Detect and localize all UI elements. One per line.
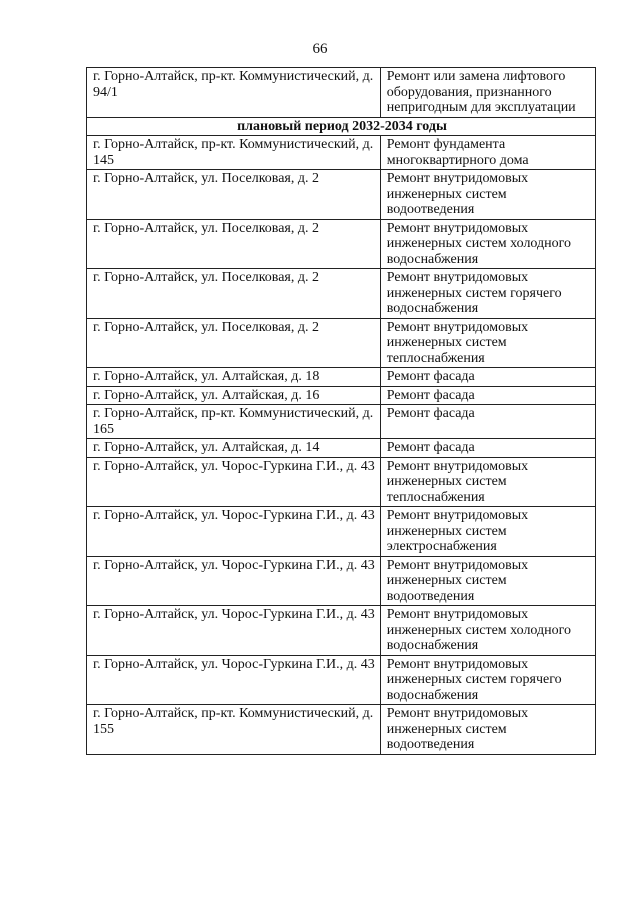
work-type-cell: Ремонт или замена лифтового оборудования, признанного непригодным для эксплуатации [380, 68, 595, 118]
table-row [87, 269, 596, 319]
table-row [87, 655, 596, 705]
address-cell: г. Горно-Алтайск, пр-кт. Коммунистический, д. 165 [87, 405, 381, 439]
address-cell: г. Горно-Алтайск, ул. Чорос-Гуркина Г.И., д. 43 [87, 655, 381, 705]
work-type-cell: Ремонт фасада [380, 368, 595, 387]
table-row [87, 219, 596, 269]
table-row [87, 457, 596, 507]
work-type-cell: Ремонт внутридомовых инженерных систем водоотведения [380, 556, 595, 606]
work-type-cell: Ремонт внутридомовых инженерных систем водоотведения [380, 705, 595, 755]
work-type-cell: Ремонт внутридомовых инженерных систем холодного водоснабжения [380, 219, 595, 269]
address-cell: г. Горно-Алтайск, ул. Поселковая, д. 2 [87, 219, 381, 269]
address-cell: г. Горно-Алтайск, ул. Поселковая, д. 2 [87, 318, 381, 368]
work-type-cell: Ремонт внутридомовых инженерных систем водоотведения [380, 170, 595, 220]
table-row [87, 606, 596, 656]
address-cell: г. Горно-Алтайск, ул. Алтайская, д. 14 [87, 439, 381, 458]
section-row [87, 117, 596, 136]
work-type-cell: Ремонт внутридомовых инженерных систем теплоснабжения [380, 457, 595, 507]
work-type-cell: Ремонт фасада [380, 405, 595, 439]
table-row [87, 170, 596, 220]
address-cell: г. Горно-Алтайск, ул. Поселковая, д. 2 [87, 170, 381, 220]
address-cell: г. Горно-Алтайск, ул. Чорос-Гуркина Г.И., д. 43 [87, 606, 381, 656]
work-type-cell: Ремонт внутридомовых инженерных систем горячего водоснабжения [380, 269, 595, 319]
section-title: плановый период 2032-2034 годы [87, 117, 596, 136]
table-row [87, 405, 596, 439]
work-type-cell: Ремонт внутридомовых инженерных систем электроснабжения [380, 507, 595, 557]
address-cell: г. Горно-Алтайск, ул. Чорос-Гуркина Г.И., д. 43 [87, 556, 381, 606]
address-cell: г. Горно-Алтайск, пр-кт. Коммунистический, д. 155 [87, 705, 381, 755]
address-cell: г. Горно-Алтайск, ул. Чорос-Гуркина Г.И., д. 43 [87, 507, 381, 557]
work-type-cell: Ремонт фасада [380, 386, 595, 405]
table-row [87, 386, 596, 405]
table-row [87, 68, 596, 118]
work-type-cell: Ремонт внутридомовых инженерных систем теплоснабжения [380, 318, 595, 368]
address-cell: г. Горно-Алтайск, пр-кт. Коммунистический, д. 94/1 [87, 68, 381, 118]
page-number: 66 [312, 41, 328, 57]
address-cell: г. Горно-Алтайск, ул. Алтайская, д. 16 [87, 386, 381, 405]
work-type-cell: Ремонт фасада [380, 439, 595, 458]
address-cell: г. Горно-Алтайск, ул. Алтайская, д. 18 [87, 368, 381, 387]
works-table [86, 67, 596, 755]
works-table-body [87, 68, 596, 755]
table-row [87, 556, 596, 606]
table-row [87, 705, 596, 755]
table-row [87, 318, 596, 368]
table-row [87, 439, 596, 458]
address-cell: г. Горно-Алтайск, ул. Поселковая, д. 2 [87, 269, 381, 319]
work-type-cell: Ремонт фундамента многоквартирного дома [380, 136, 595, 170]
work-type-cell: Ремонт внутридомовых инженерных систем холодного водоснабжения [380, 606, 595, 656]
table-row [87, 507, 596, 557]
address-cell: г. Горно-Алтайск, ул. Чорос-Гуркина Г.И., д. 43 [87, 457, 381, 507]
address-cell: г. Горно-Алтайск, пр-кт. Коммунистический, д. 145 [87, 136, 381, 170]
table-row [87, 368, 596, 387]
table-row [87, 136, 596, 170]
work-type-cell: Ремонт внутридомовых инженерных систем горячего водоснабжения [380, 655, 595, 705]
